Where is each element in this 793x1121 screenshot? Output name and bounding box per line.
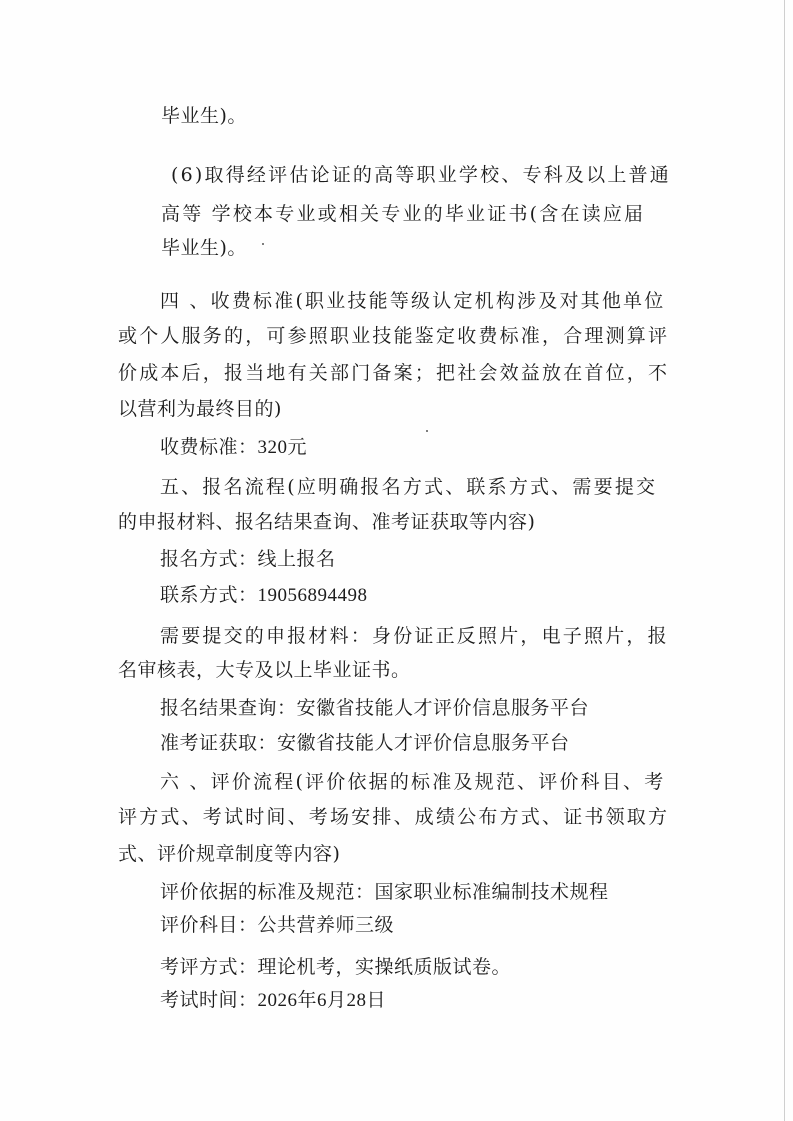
text-line-9: 收费标准：320元	[160, 437, 308, 458]
text-line-20: 式、评价规章制度等内容)	[118, 843, 341, 865]
text-line-3: 高等 学校本专业或相关专业的毕业证书(含在读应届	[161, 203, 646, 225]
text-line-11: 的申报材料、报名结果查询、准考证获取等内容)	[118, 511, 536, 533]
text-line-1: 毕业生)。	[161, 105, 247, 127]
text-line-6: 或个人服务的，可参照职业技能鉴定收费标准，合理测算评	[118, 325, 670, 347]
scan-speck	[426, 430, 428, 432]
page-edge	[784, 0, 785, 1121]
text-line-16: 报名结果查询：安徽省技能人才评价信息服务平台	[160, 697, 590, 719]
text-line-13: 联系方式：19056894498	[160, 585, 368, 606]
text-line-21: 评价依据的标准及规范：国家职业标准编制技术规程	[160, 881, 609, 903]
text-line-12: 报名方式：线上报名	[160, 548, 336, 570]
text-line-15: 名审核表，大专及以上毕业证书。	[118, 659, 411, 681]
text-line-24: 考试时间：2026年6月28日	[160, 990, 387, 1011]
text-line-5: 四 、收费标准(职业技能等级认定机构涉及对其他单位	[160, 290, 666, 312]
scan-speck	[262, 243, 264, 245]
text-line-23: 考评方式：理论机考，实操纸质版试卷。	[160, 956, 512, 978]
text-line-17: 准考证获取：安徽省技能人才评价信息服务平台	[160, 732, 570, 754]
text-line-18: 六 、评价流程(评价依据的标准及规范、评价科目、考	[160, 771, 666, 793]
text-line-7: 价成本后，报当地有关部门备案；把社会效益放在首位，不	[118, 362, 670, 384]
text-line-2: (6)取得经评估论证的高等职业学校、专科及以上普通	[171, 164, 671, 186]
text-line-10: 五、报名流程(应明确报名方式、联系方式、需要提交	[160, 476, 658, 498]
text-line-14: 需要提交的申报材料：身份证正反照片，电子照片，报	[160, 625, 669, 647]
text-line-4: 毕业生)。	[161, 237, 247, 259]
text-line-8: 以营利为最终目的)	[118, 398, 282, 420]
text-line-22: 评价科目：公共营养师三级	[160, 914, 395, 936]
text-line-19: 评方式、考试时间、考场安排、成绩公布方式、证书领取方	[118, 806, 670, 828]
